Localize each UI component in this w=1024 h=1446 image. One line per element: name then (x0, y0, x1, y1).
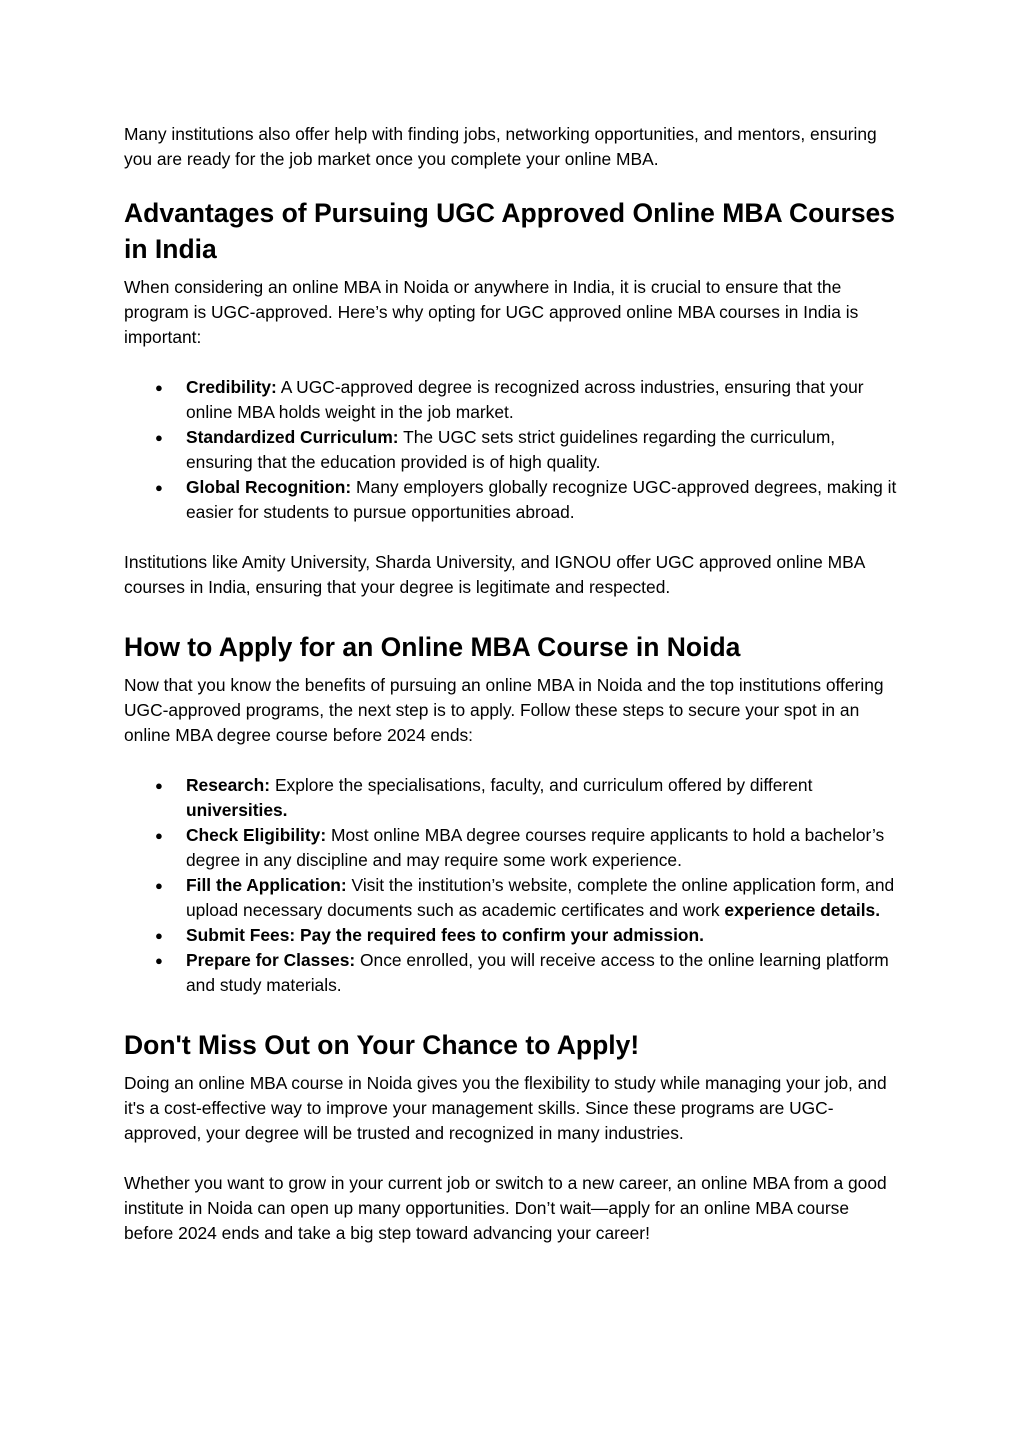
item-text: Many employers globally recognize UGC-approved degrees, making it easier for students to pursue opportunities abroad. (186, 477, 897, 522)
item-text: Explore the specialisations, faculty, and curriculum offered by different (270, 775, 813, 795)
apply-intro-paragraph: Now that you know the benefits of pursuing an online MBA in Noida and the top institutions offering UGC-approved programs, the next step is to apply. Follow these steps to secure your spot in an online MBA degree course before 2024 ends: (124, 675, 884, 745)
institutions-paragraph: Institutions like Amity University, Sharda University, and IGNOU offer UGC approved online MBA courses in India, ensuring that your degree is legitimate and respected. (124, 552, 865, 597)
item-text: Visit the institution’s website, complete the online application form, and upload necessary documents such as academic certificates and work (186, 875, 895, 920)
closing-paragraph-2: Whether you want to grow in your current job or switch to a new career, an online MBA from a good institute in Noida can open up many opportunities. Don’t wait—apply for an online MBA course before 2024 ends and take a big step toward advancing your career! (124, 1173, 887, 1243)
item-tail-bold: universities. (186, 800, 288, 820)
list-item (124, 375, 899, 425)
apply-steps-list (124, 773, 899, 998)
item-label: Prepare for Classes: (186, 950, 356, 970)
item-label: Credibility: (186, 377, 277, 397)
item-text: The UGC sets strict guidelines regarding the curriculum, ensuring that the education provided is of high quality. (186, 427, 836, 472)
item-text: Most online MBA degree courses require applicants to hold a bachelor’s degree in any discipline and may require some work experience. (186, 825, 885, 870)
item-label: Global Recognition: (186, 477, 352, 497)
item-label: Fill the Application: (186, 875, 347, 895)
list-item (124, 923, 899, 948)
item-label: Check Eligibility: (186, 825, 327, 845)
advantages-intro-paragraph: When considering an online MBA in Noida or anywhere in India, it is crucial to ensure that the program is UGC-approved. Here’s why opting for UGC approved online MBA courses in India is important: (124, 277, 859, 347)
closing-paragraph-1: Doing an online MBA course in Noida gives you the flexibility to study while managing your job, and it's a cost-effective way to improve your management skills. Since these programs are UGC-approved, your degree will be trusted and recognized in many industries. (124, 1073, 887, 1143)
item-text: A UGC-approved degree is recognized across industries, ensuring that your online MBA holds weight in the job market. (186, 377, 864, 422)
list-item (124, 873, 899, 923)
advantages-list (124, 375, 899, 525)
closing-heading: Don't Miss Out on Your Chance to Apply! (124, 1030, 640, 1060)
item-label: Research: (186, 775, 271, 795)
advantages-heading: Advantages of Pursuing UGC Approved Online MBA Courses in India (124, 198, 896, 264)
intro-paragraph: Many institutions also offer help with finding jobs, networking opportunities, and mentors, ensuring you are ready for the job market once you complete your online MBA. (124, 124, 877, 169)
list-item (124, 823, 899, 873)
item-label: Standardized Curriculum: (186, 427, 399, 447)
item-label: Submit Fees: Pay the required fees to confirm your admission. (186, 925, 704, 945)
list-item (124, 773, 899, 823)
list-item (124, 425, 899, 475)
item-text: Once enrolled, you will receive access to the online learning platform and study materials. (186, 950, 889, 995)
apply-heading: How to Apply for an Online MBA Course in Noida (124, 632, 741, 662)
item-tail-bold: experience details. (724, 900, 881, 920)
list-item (124, 475, 899, 525)
document-page (124, 122, 899, 1246)
list-item (124, 948, 899, 998)
